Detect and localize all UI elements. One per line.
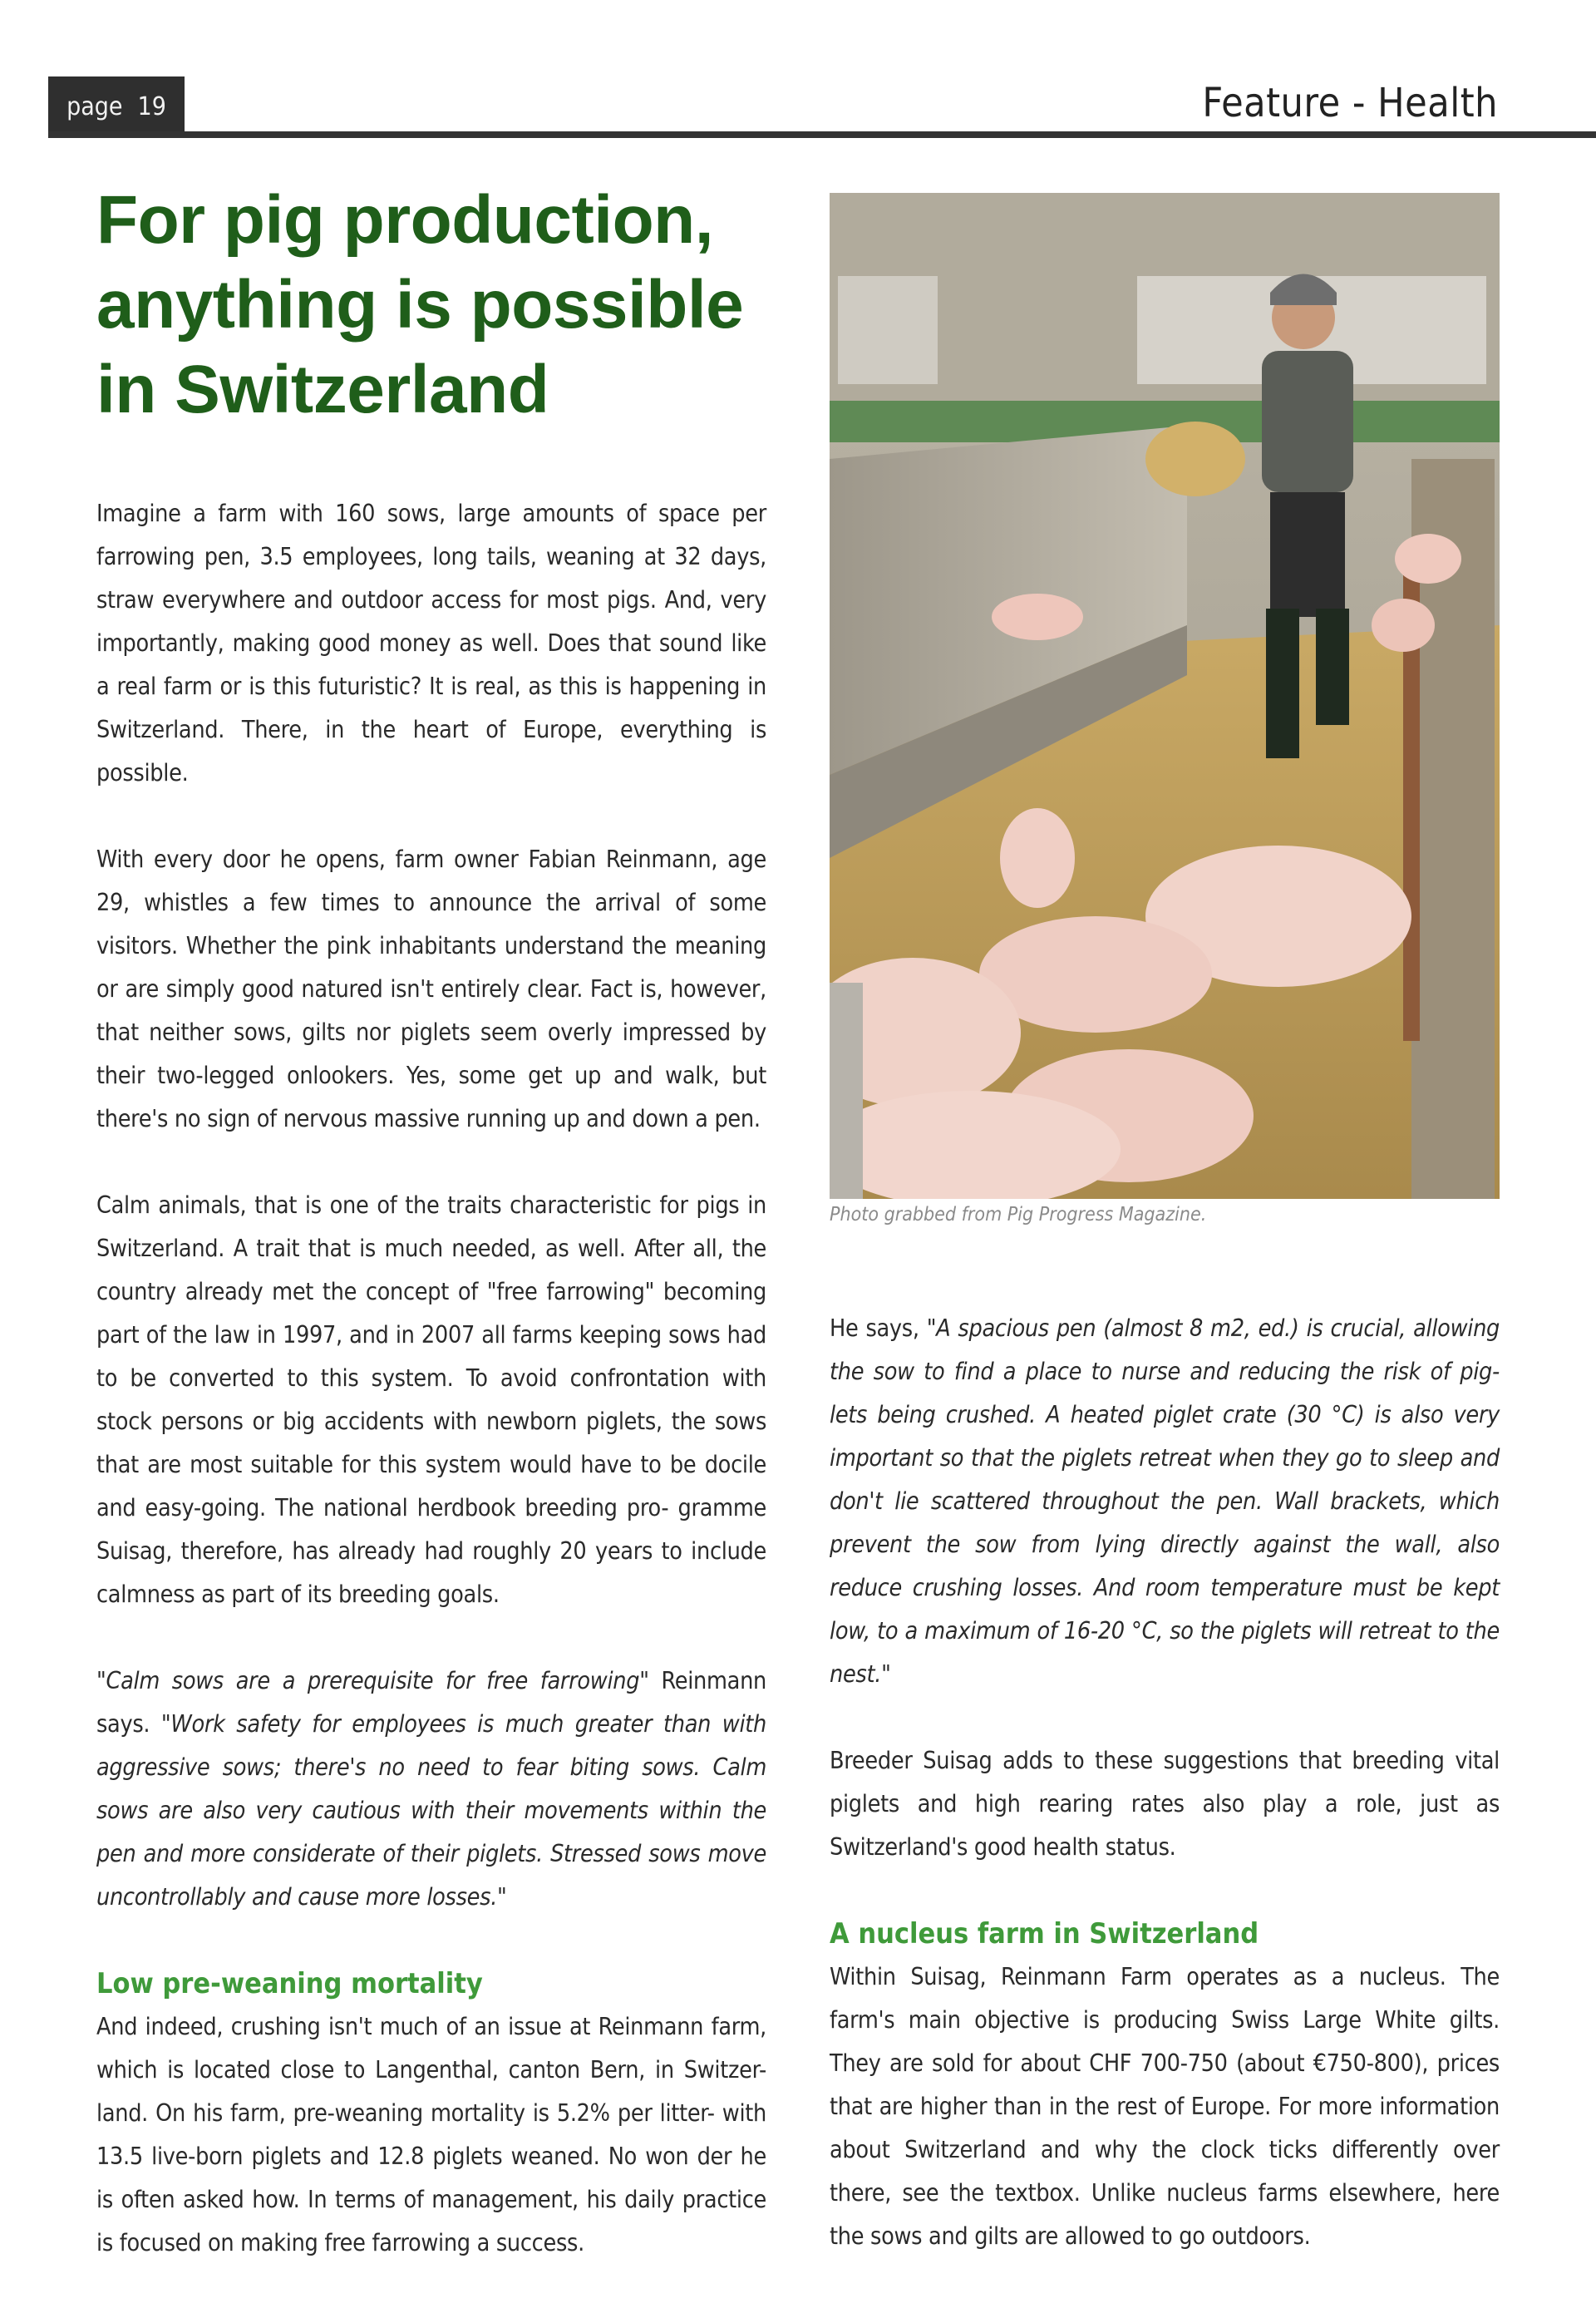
page-label: page xyxy=(66,91,123,121)
page-number: 19 xyxy=(137,91,166,121)
quote-spacious-pen: "A spacious pen (almost 8 m2, ed.) is crucial, allowing the sow to find a place to nurse and reducing the risk of pig- lets being crushed. A heated piglet crate (30 °C) is also very important so that the piglets retreat when they go to sleep and don't lie scattered throughout the pen. Wall brackets, which prevent the sow from lying directly against the wall, also reduce crushing losses. And room temperature must be kept low, to a maximum of 16-20 °C, so the piglets will retreat to the nest." xyxy=(830,1314,1500,1688)
section-label: Feature - Health xyxy=(1202,80,1498,126)
page-number-tab xyxy=(48,76,185,136)
paragraph-suisag: Breeder Suisag adds to these suggestions that breeding vital piglets and high rearing rates also play a role, just as Switzerland's good health status. xyxy=(830,1747,1500,1861)
quote-calm-sows: "Calm sows are a prerequisite for free farrowing" xyxy=(96,1667,649,1694)
header-rule xyxy=(48,131,1596,138)
right-column xyxy=(830,1307,1500,2301)
left-column xyxy=(96,492,766,2308)
paragraph-visit: With every door he opens, farm owner Fabian Reinmann, age 29, whistles a few times to announce the arrival of some visitors. Whether the pink inhabitants understand the meaning or are simply good natured isn't entirely clear. Fact is, however, that neither sows, gilts nor piglets seem overly impressed by their two-legged onlookers. Yes, some get up and walk, but there's no sign of nervous massive running up and down a pen. xyxy=(96,846,766,1132)
paragraph-intro: Imagine a farm with 160 sows, large amounts of space per farrowing pen, 3.5 employees, long tails, weaning at 32 days, straw everywhere and outdoor access for most pigs. And, very importantly, making good money as well. Does that sound like a real farm or is this futuristic? It is real, as this is happening in Switzerland. There, in the heart of Europe, everything is possible. xyxy=(96,500,766,787)
paragraph-reinmann-quote xyxy=(96,1659,766,1919)
article-title: For pig production, anything is possible in Switzerland xyxy=(96,182,744,427)
quote-attribution: Reinmann says. xyxy=(96,1667,766,1738)
paragraph-nucleus: Within Suisag, Reinmann Farm operates as a nucleus. The farm's main objective is producing Swiss Large White gilts. They are sold for about CHF 700-750 (about €750-800), prices that are higher than in the rest of Europe. For more information about Switzerland and why the clock ticks differently over there, see the textbox. Unlike nucleus farms elsewhere, here the sows and gilts are allowed to go outdoors. xyxy=(830,1963,1500,2250)
quote-work-safety: "Work safety for employees is much greater than with aggressive sows; there's no need to fear biting sows. Calm sows are also very cautious with their movements within the pen and more considerate of their piglets. Stressed sows move uncontrollably and cause more losses." xyxy=(96,1710,766,1911)
paragraph-spacious-pen xyxy=(830,1307,1500,1696)
paragraph-calm-animals: Calm animals, that is one of the traits characteristic for pigs in Switzerland. A trait that is much needed, as well. After all, the country already met the concept of "free farrowing" becoming part of the law in 1997, and in 2007 all farms keeping sows had to be converted to this system. To avoid confrontation with stock persons or big accidents with newborn piglets, the sows that are most suitable for this system would have to be docile and easy-going. The national herdbook breeding pro- gramme Suisag, therefore, has already had roughly 20 years to include calmness as part of its breeding goals. xyxy=(96,1191,766,1608)
heading-low-mortality: Low pre-weaning mortality xyxy=(96,1967,483,2000)
photo-caption: Photo grabbed from Pig Progress Magazine. xyxy=(830,1204,1207,1226)
pig-pen-photo xyxy=(830,193,1500,1199)
quote-lead: He says, xyxy=(830,1314,927,1342)
paragraph-mortality: And indeed, crushing isn't much of an issue at Reinmann farm, which is located close to Langenthal, canton Bern, in Switzer- land. On his farm, pre-weaning mortality is 5.2% per litter- with 13.5 live-born piglets and 12.8 piglets weaned. No won der he is often asked how. In terms of management, his daily practice is focused on making free farrowing a success. xyxy=(96,2013,766,2256)
heading-nucleus-farm: A nucleus farm in Switzerland xyxy=(830,1917,1259,1950)
